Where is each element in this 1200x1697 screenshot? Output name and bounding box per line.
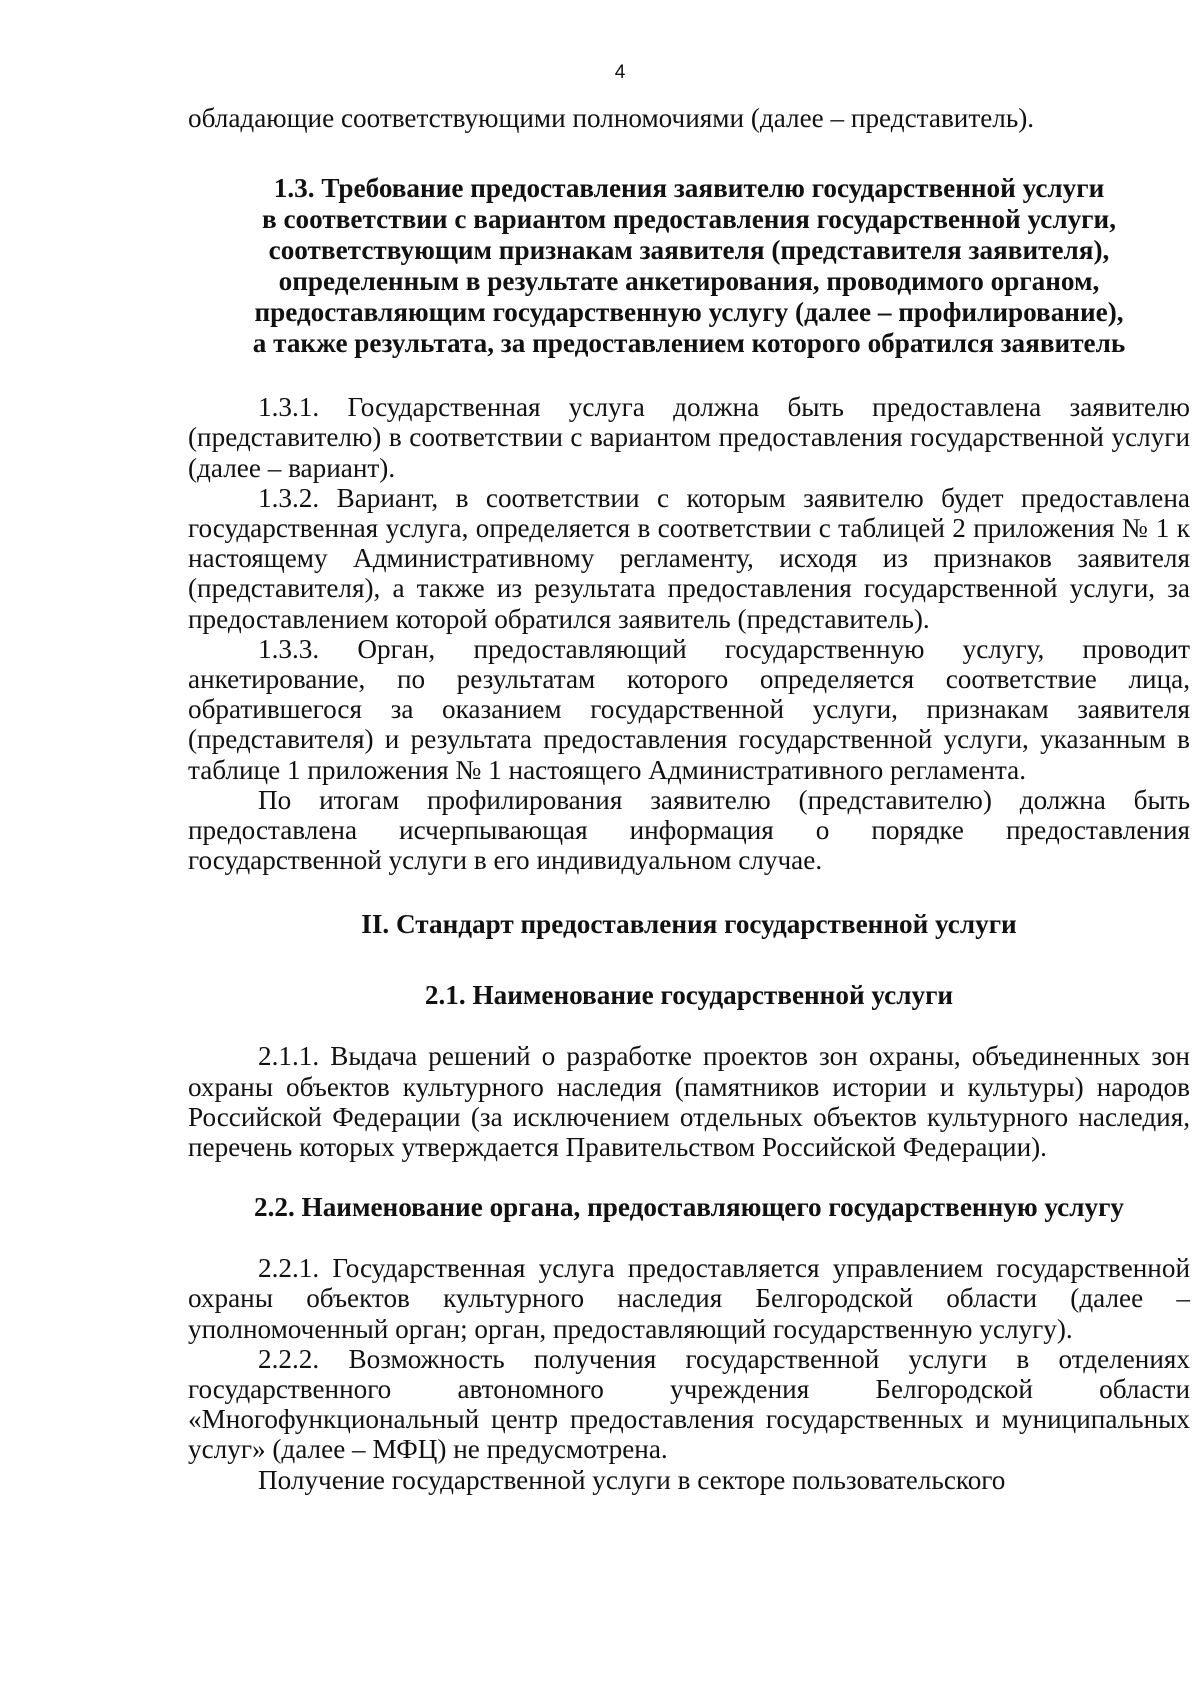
section-1-3-title-line: предоставляющим государственную услугу (далее – профилирование), (254, 297, 1124, 328)
section-1-3-title-line: а также результата, за предоставлением которого обратился заявитель (252, 328, 1126, 359)
paragraph-2-1-1: 2.1.1. Выдача решений о разработке проектов зон охраны, объединенных зон охраны объектов культурного наследия (памятников истории и культуры) народов Российской Федерации (за исключением отдельных объектов культурного наследия, перечень которых утверждается Правительством Российской Федерации). (188, 1041, 1190, 1163)
section-1-3-title-line: определенным в результате анкетирования, проводимого органом, (278, 266, 1100, 297)
paragraph-1-3-3: 1.3.3. Орган, предоставляющий государственную услугу, проводит анкетирование, по результатам которого определяется соответствие лица, обратившегося за оказанием государственной услуги, признакам заявителя (представителя) и результата предоставления государственной услуги, указанным в таблице 1 приложения № 1 настоящего Административного регламента. (188, 633, 1190, 785)
paragraph-2-2-1: 2.2.1. Государственная услуга предоставляется управлением государственной охраны объектов культурного наследия Белгородской области (далее – уполномоченный орган; орган, предоставляющий государственную услугу). (188, 1253, 1190, 1344)
section-1-3-title-line: 1.3. Требование предоставления заявителю государственной услуги (273, 173, 1105, 204)
intro-line: обладающие соответствующими полномочиями (далее – представитель). (188, 103, 1035, 133)
section-2-1-title: 2.1. Наименование государственной услуги (424, 980, 954, 1011)
paragraph-2-2-2: 2.2.2. Возможность получения государственной услуги в отделениях государственного автономного учреждения Белгородской области «Многофункциональный центр предоставления государственных и муниципальных услуг» (далее – МФЦ) не предусмотрена. (188, 1343, 1190, 1465)
section-1-3-title-line: соответствующим признакам заявителя (представителя заявителя), (268, 235, 1110, 266)
section-2-2-title: 2.2. Наименование органа, предоставляющего государственную услугу (253, 1192, 1125, 1223)
paragraph-1-3-2: 1.3.2. Вариант, в соответствии с которым заявителю будет предоставлена государственная услуга, определяется в соответствии с таблицей 2 приложения № 1 к настоящему Административному регламенту, исходя из признаков заявителя (представителя), а также из результата предоставления государственной услуги, за предоставлением которой обратился заявитель (представитель). (188, 482, 1190, 634)
document-body (188, 103, 1190, 1495)
paragraph-profiling-result: По итогам профилирования заявителю (представителю) должна быть предоставлена исчерпывающая информация о порядке предоставления государственной услуги в его индивидуальном случае. (188, 784, 1190, 876)
page-number: 4 (614, 62, 626, 83)
section-1-3-title-line: в соответствии с вариантом предоставления государственной услуги, (262, 204, 1116, 235)
section-1-3-heading (188, 133, 1190, 392)
paragraph-sector-note: Получение государственной услуги в секторе пользовательского (258, 1464, 1006, 1495)
section-2-title: II. Стандарт предоставления государственной услуги (361, 909, 1017, 940)
section-2-2-heading (188, 1162, 1190, 1253)
section-2-1-heading (188, 960, 1190, 1041)
paragraph-1-3-1: 1.3.1. Государственная услуга должна быть предоставлена заявителю (представителю) в соответствии с вариантом предоставления государственной услуги (далее – вариант). (188, 392, 1190, 483)
section-2-heading (188, 875, 1190, 960)
